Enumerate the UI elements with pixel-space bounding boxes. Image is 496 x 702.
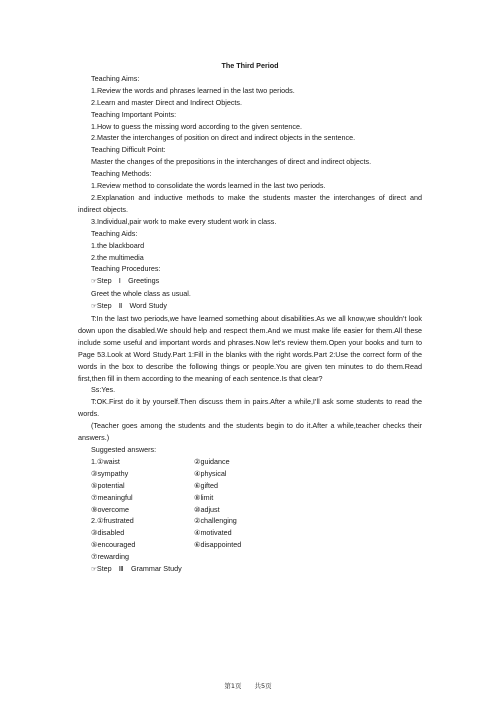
important-item: 1.How to guess the missing word according to the given sentence. (91, 121, 302, 131)
methods-heading: Teaching Methods: (91, 169, 152, 179)
methods-item: 2.Explanation and inductive methods to make the students master the interchanges of direct and indirect objects. (78, 192, 422, 214)
important-item: 2.Master the interchanges of position on direct and indirect objects in the sentence. (91, 133, 356, 143)
procedures-heading: Teaching Procedures: (91, 264, 161, 274)
answer-item: ④motivated (194, 528, 232, 538)
answer-item: 1.①waist (91, 456, 120, 466)
aims-item: 2.Learn and master Direct and Indirect Objects. (91, 97, 243, 107)
difficult-text: Master the changes of the prepositions in the interchanges of direct and indirect objects. (91, 157, 372, 167)
step-3-label: Step Ⅲ Grammar Study (96, 564, 182, 574)
teacher-note: (Teacher goes among the students and the students begin to do it.After a while,teacher checks their answers.) (78, 421, 422, 443)
answer-item: ⑩adjust (194, 504, 220, 514)
answer-item: ⑨overcome (91, 504, 130, 514)
teacher-speech: T:OK.First do it by yourself.Then discuss them in pairs.After a while,I’ll ask some students to read the words. (78, 397, 422, 419)
answer-item: ②challenging (194, 516, 237, 526)
difficult-heading: Teaching Difficult Point: (91, 145, 166, 155)
page-footer: 第1页 共5页 (224, 682, 272, 690)
answer-item: ③disabled (91, 528, 125, 538)
answer-item: ②guidance (194, 456, 230, 466)
pointing-hand-icon: ☞ (91, 277, 97, 286)
step-1-label: Step Ⅰ Greetings (96, 276, 160, 286)
aids-heading: Teaching Aids: (91, 228, 138, 238)
answer-item: ⑥gifted (194, 480, 219, 490)
answer-item: ⑦meaningful (91, 492, 133, 502)
aids-item: 2.the multimedia (91, 252, 144, 262)
answer-item: 2.①frustrated (91, 516, 134, 526)
answer-item: ④physical (194, 468, 227, 478)
page-title: The Third Period (221, 61, 279, 70)
step-1-text: Greet the whole class as usual. (91, 289, 191, 299)
methods-item: 3.Individual,pair work to make every student work in class. (91, 216, 277, 226)
page-content (78, 60, 422, 576)
students-reply: Ss:Yes. (91, 385, 116, 395)
pointing-hand-icon: ☞ (91, 302, 97, 311)
answer-item (194, 551, 422, 563)
aids-item: 1.the blackboard (91, 240, 145, 250)
step-1-heading (78, 275, 422, 288)
answer-item: ③sympathy (91, 468, 129, 478)
answer-item: ⑧limit (194, 492, 214, 502)
answer-item: ⑦rewarding (91, 552, 130, 562)
methods-item: 1.Review method to consolidate the words learned in the last two periods. (91, 181, 326, 191)
answers-heading: Suggested answers: (91, 445, 157, 454)
answer-item: ⑤encouraged (91, 540, 136, 550)
answer-item: ⑤potential (91, 480, 125, 490)
step-2-label: Step Ⅱ Word Study (96, 301, 167, 311)
teacher-speech: T:In the last two periods,we have learned something about disabilities.As we all know,we shouldn’t look down upon the disabled.We should help and respect them.And we must make life easier for them.All these include some useful and important words and phrases.Now let’s review them.Open your books and turn to Page 53.Look at Word Study.Part 1:Fill in the blanks with the right words.Part 2:Use the correct form of the words in the box to describe the following things or people.You are given ten minutes to do them.Read first,then fill in them according to the meaning of each sentence.Is that clear? (78, 314, 422, 383)
aims-item: 1.Review the words and phrases learned in the last two periods. (91, 85, 295, 95)
answer-item: ⑥disappointed (194, 540, 242, 550)
step-3-heading (78, 563, 422, 576)
aims-heading: Teaching Aims: (91, 73, 140, 83)
important-heading: Teaching Important Points: (91, 109, 177, 119)
step-2-heading (78, 300, 422, 313)
pointing-hand-icon: ☞ (91, 565, 97, 574)
answers-grid (78, 456, 422, 563)
